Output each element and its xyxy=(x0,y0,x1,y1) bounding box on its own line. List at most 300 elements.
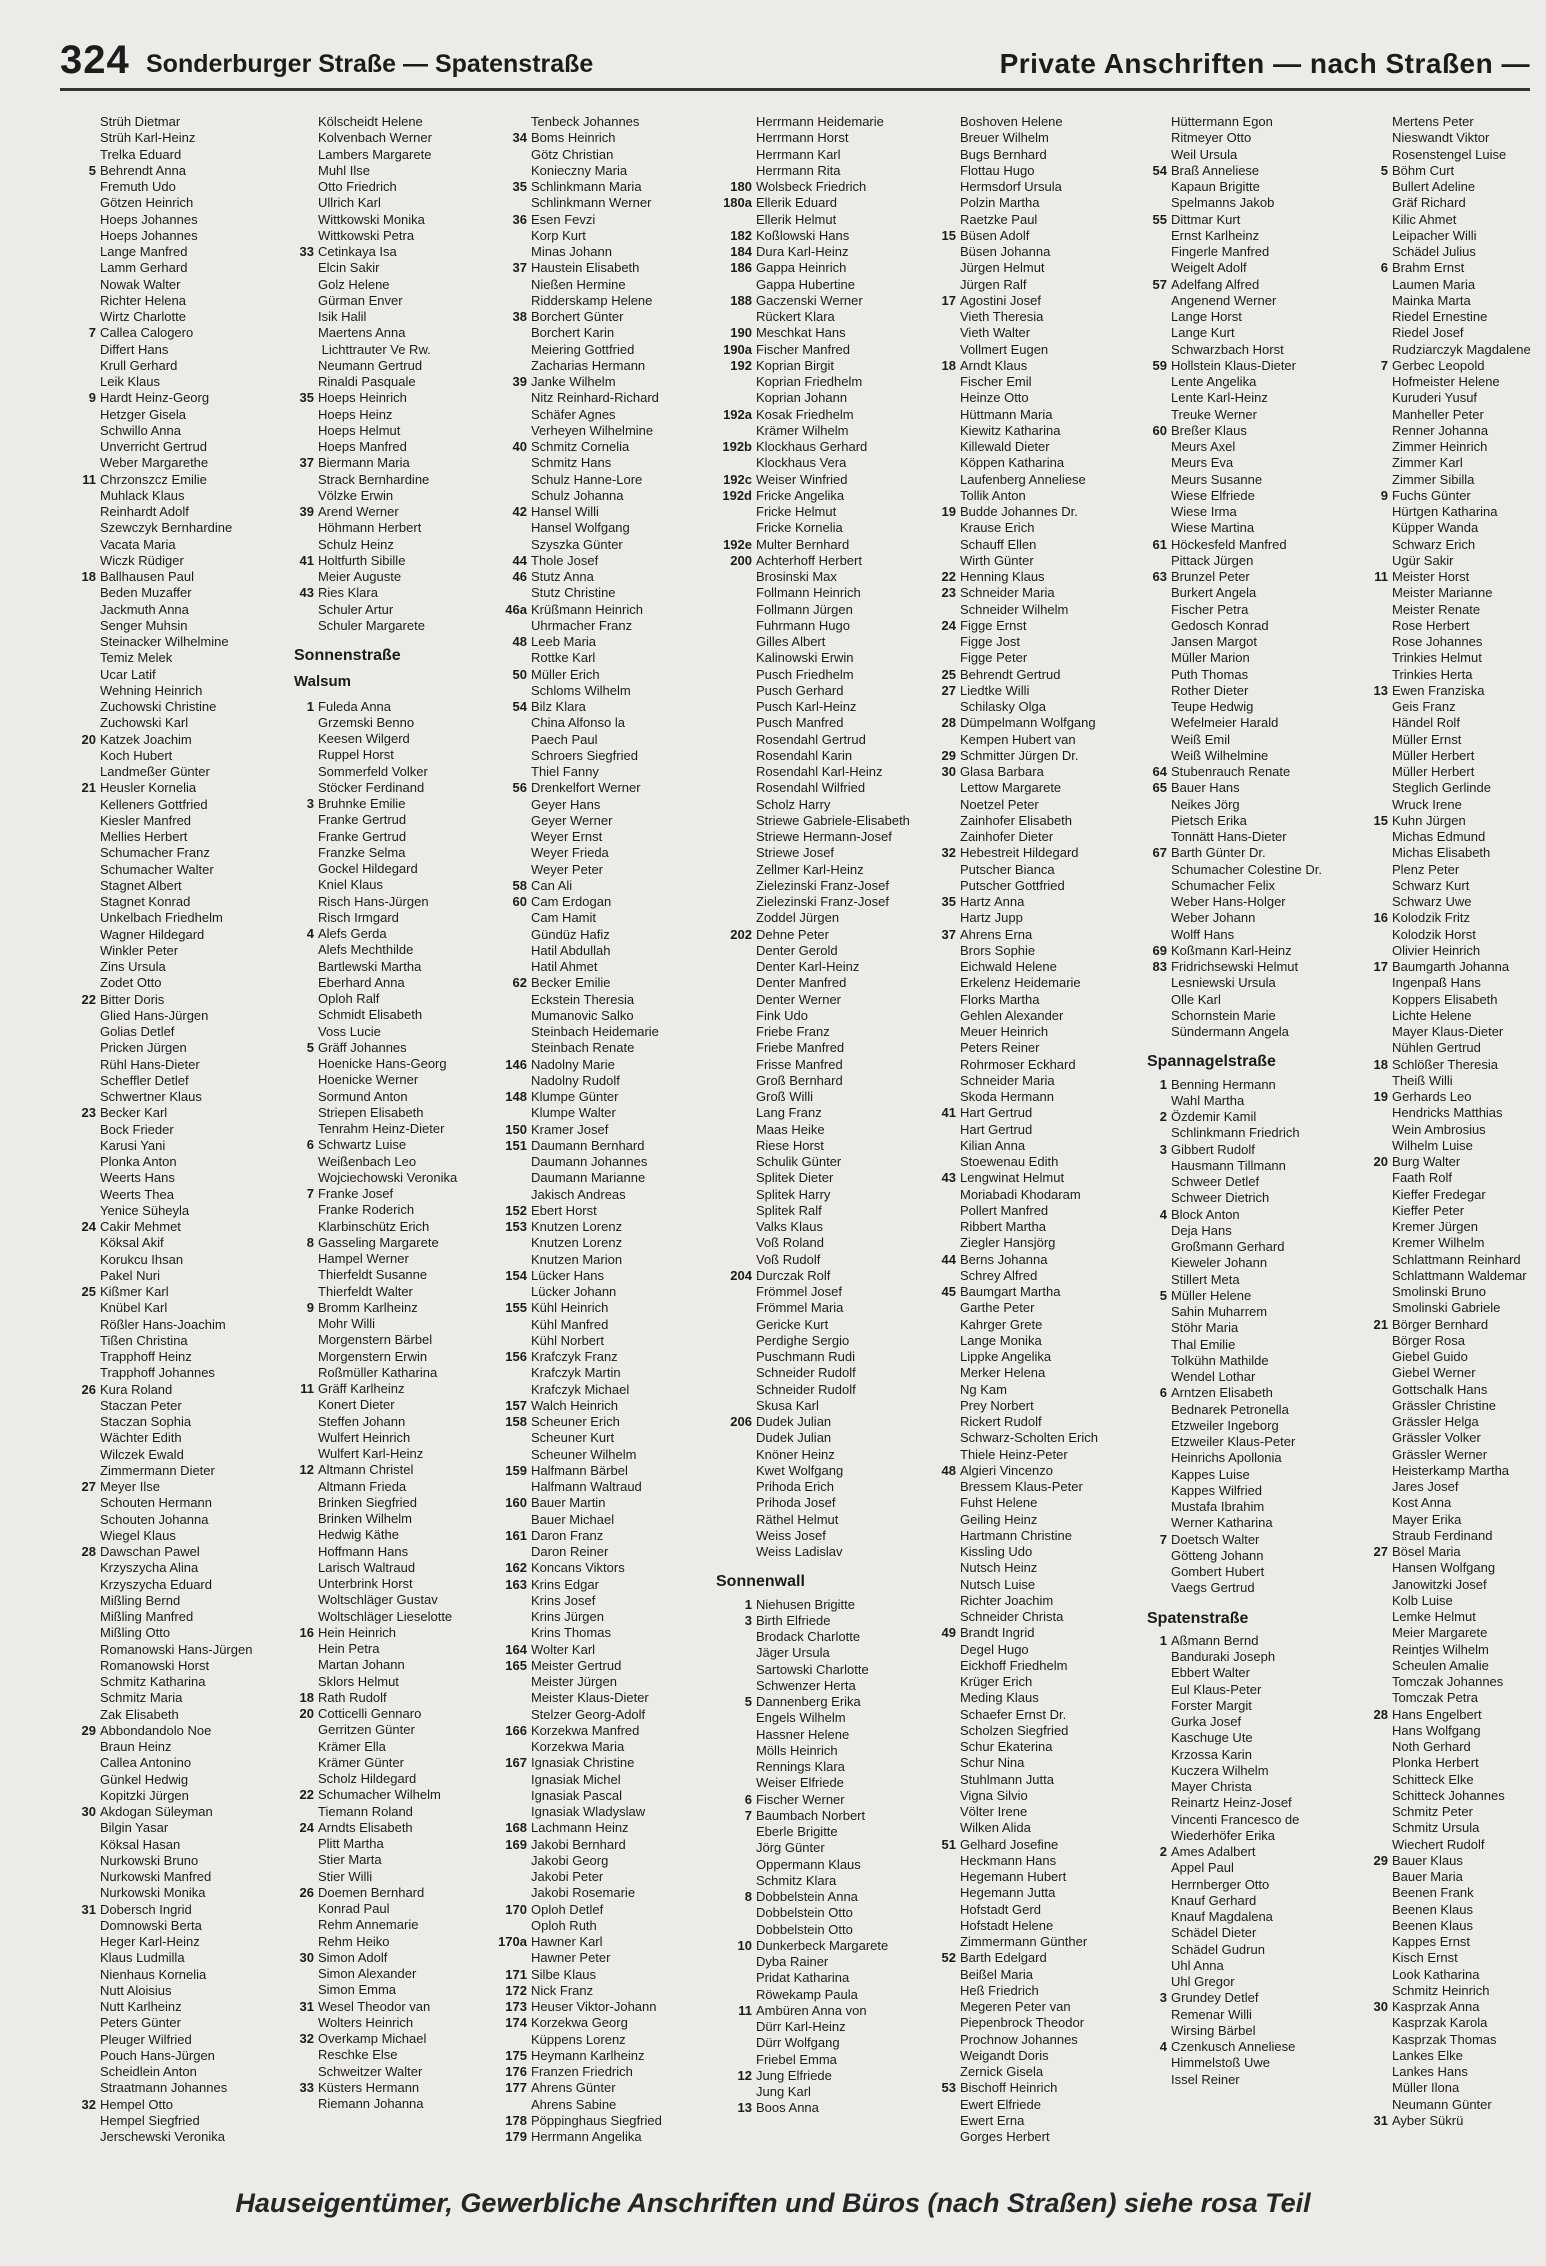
resident-name: Agostini Josef xyxy=(960,292,1041,308)
house-number: 154 xyxy=(505,1267,527,1283)
directory-entry xyxy=(76,1122,288,1138)
directory-entry xyxy=(491,1983,703,1999)
directory-entry xyxy=(294,553,506,569)
directory-entry xyxy=(294,1885,506,1901)
resident-name: Hartz Anna xyxy=(960,894,1025,909)
directory-entry xyxy=(76,1609,288,1625)
resident-name: Özdemir Kamil xyxy=(1171,1109,1257,1124)
resident-name: Michas Edmund xyxy=(1392,829,1486,844)
resident-name: Hüttmann Maria xyxy=(960,406,1053,422)
directory-entry xyxy=(936,212,1148,228)
directory-entry xyxy=(936,1674,1148,1690)
directory-entry xyxy=(294,1121,506,1137)
resident-name: Korzekwa Manfred xyxy=(531,1722,640,1738)
resident-name: Gürman Enver xyxy=(318,292,403,308)
resident-name: Strüh Karl-Heinz xyxy=(100,130,196,146)
resident-name: Schulz Johanna xyxy=(531,487,624,503)
resident-name: Himmelstoß Uwe xyxy=(1171,2055,1270,2071)
directory-entry xyxy=(936,683,1148,699)
resident-name: Krafczyk Martin xyxy=(531,1365,621,1381)
resident-name: Fink Udo xyxy=(756,1007,809,1023)
directory-entry xyxy=(294,212,506,228)
directory-entry xyxy=(294,1852,506,1868)
house-number: 13 xyxy=(737,2100,752,2116)
house-number: 1 xyxy=(1159,1632,1167,1648)
directory-entry xyxy=(1368,277,1546,293)
directory-entry xyxy=(1368,1967,1546,1983)
directory-entry xyxy=(1147,455,1359,471)
resident-name: Cam Hamit xyxy=(531,910,597,926)
directory-entry xyxy=(76,342,288,358)
directory-entry xyxy=(76,2097,288,2113)
resident-name: Lichttrauter Ve Rw. xyxy=(318,341,431,357)
resident-name: Hoenicke Werner xyxy=(318,1072,419,1088)
resident-name: Vincenti Francesco de xyxy=(1171,1811,1300,1827)
directory-entry xyxy=(936,1772,1148,1788)
directory-entry xyxy=(1368,504,1546,520)
directory-entry xyxy=(1147,472,1359,488)
resident-name: Unkelbach Friedhelm xyxy=(100,910,223,926)
resident-name: Braun Heinz xyxy=(100,1739,172,1754)
house-number: 24 xyxy=(299,1819,314,1835)
directory-entry xyxy=(1147,894,1359,910)
resident-name: Schneider Maria xyxy=(960,1072,1055,1088)
resident-name: Heinrichs Apollonia xyxy=(1171,1450,1282,1466)
directory-entry xyxy=(1368,1138,1546,1154)
resident-name: Groß Bernhard xyxy=(756,1072,843,1088)
resident-name: Cam Erdogan xyxy=(531,894,612,909)
resident-name: Schouten Johanna xyxy=(100,1511,209,1527)
house-number: 8 xyxy=(744,1889,752,1904)
resident-name: Müller Erich xyxy=(531,666,600,682)
directory-entry xyxy=(1147,797,1359,813)
resident-name: Hawner Peter xyxy=(531,1950,611,1966)
directory-entry xyxy=(76,1707,288,1723)
directory-entry xyxy=(1368,1268,1546,1284)
resident-name: Riedel Ernestine xyxy=(1392,309,1488,324)
directory-entry xyxy=(1368,1333,1546,1349)
directory-entry xyxy=(1368,1495,1546,1511)
directory-entry xyxy=(294,569,506,585)
resident-name: Rehm Heiko xyxy=(318,1933,390,1949)
house-number: 166 xyxy=(505,1722,527,1738)
directory-entry xyxy=(1147,1024,1359,1040)
house-number: 23 xyxy=(81,1105,96,1121)
resident-name: Nadolny Marie xyxy=(531,1056,615,1072)
directory-entry xyxy=(76,634,288,650)
resident-name: Fuchs Günter xyxy=(1392,487,1471,503)
resident-name: Schmitz Cornelia xyxy=(531,439,630,454)
directory-entry xyxy=(936,1788,1148,1804)
resident-name: Krull Gerhard xyxy=(100,357,178,373)
resident-name: Rennings Klara xyxy=(756,1759,845,1774)
house-number: 52 xyxy=(941,1950,956,1966)
house-number: 27 xyxy=(941,682,956,698)
resident-name: Bressem Klaus-Peter xyxy=(960,1479,1083,1494)
directory-entry xyxy=(294,195,506,211)
directory-entry xyxy=(76,472,288,488)
resident-name: Szyszka Günter xyxy=(531,536,623,552)
directory-entry xyxy=(716,1710,928,1726)
directory-entry xyxy=(716,1954,928,1970)
directory-entry xyxy=(1368,927,1546,943)
directory-entry xyxy=(1368,1105,1546,1121)
house-number: 39 xyxy=(299,504,314,519)
directory-entry xyxy=(491,1235,703,1251)
resident-name: Daron Franz xyxy=(531,1527,604,1543)
directory-entry xyxy=(1147,2023,1359,2039)
directory-entry xyxy=(76,910,288,926)
resident-name: Mayer Klaus-Dieter xyxy=(1392,1024,1504,1039)
resident-name: Krzossa Karin xyxy=(1171,1746,1252,1762)
directory-entry xyxy=(1368,1479,1546,1495)
directory-entry xyxy=(491,1268,703,1284)
directory-entry xyxy=(294,2080,506,2096)
directory-entry xyxy=(716,2035,928,2051)
directory-entry xyxy=(491,504,703,520)
resident-name: Ucar Latif xyxy=(100,666,156,682)
house-number: 152 xyxy=(505,1202,527,1218)
directory-entry xyxy=(1147,553,1359,569)
directory-entry xyxy=(491,2048,703,2064)
directory-entry xyxy=(1368,195,1546,211)
resident-name: Borchert Günter xyxy=(531,309,624,324)
directory-entry xyxy=(936,1983,1148,1999)
resident-name: Büsen Adolf xyxy=(960,227,1030,243)
resident-name: Nick Franz xyxy=(531,1982,594,1998)
directory-entry xyxy=(76,959,288,975)
resident-name: Plonka Anton xyxy=(100,1154,177,1169)
directory-entry xyxy=(294,1381,506,1397)
resident-name: Hoeps Johannes xyxy=(100,227,198,243)
resident-name: Kieffer Fredegar xyxy=(1392,1186,1486,1202)
directory-entry xyxy=(716,1743,928,1759)
resident-name: Ignasiak Pascal xyxy=(531,1787,623,1803)
resident-name: Risch Irmgard xyxy=(318,909,399,925)
directory-entry xyxy=(76,878,288,894)
directory-entry xyxy=(491,1755,703,1771)
resident-name: Schuler Margarete xyxy=(318,617,425,633)
house-number: 148 xyxy=(505,1089,527,1104)
resident-name: Tolkühn Mathilde xyxy=(1171,1352,1269,1368)
resident-name: Valks Klaus xyxy=(756,1219,823,1234)
directory-entry xyxy=(1368,634,1546,650)
resident-name: Lange Manfred xyxy=(100,244,188,259)
resident-name: Rosenstengel Luise xyxy=(1392,146,1507,162)
directory-entry xyxy=(76,228,288,244)
resident-name: Kopitzki Jürgen xyxy=(100,1787,189,1803)
directory-entry xyxy=(491,1414,703,1430)
resident-name: Schumacher Franz xyxy=(100,845,210,861)
directory-entry xyxy=(294,309,506,325)
resident-name: Böhm Curt xyxy=(1392,162,1455,178)
resident-name: Walch Heinrich xyxy=(531,1397,618,1413)
house-number: 200 xyxy=(730,552,752,568)
resident-name: Lachmann Heinz xyxy=(531,1820,629,1836)
resident-name: Frisse Manfred xyxy=(756,1056,843,1072)
house-number: 32 xyxy=(299,2031,314,2046)
directory-entry xyxy=(1147,1255,1359,1271)
directory-entry xyxy=(1368,455,1546,471)
house-number: 7 xyxy=(1380,357,1388,373)
resident-name: Schlattmann Reinhard xyxy=(1392,1251,1521,1267)
footer-note: Hauseigentümer, Gewerbliche Anschriften und Büros (nach Straßen) siehe rosa Teil xyxy=(235,2188,1311,2218)
resident-name: Wirth Günter xyxy=(960,552,1034,568)
resident-name: Jürgen Helmut xyxy=(960,260,1045,276)
resident-name: Kwet Wolfgang xyxy=(756,1462,844,1478)
resident-name: Gappa Heinrich xyxy=(756,260,847,276)
directory-entry xyxy=(716,1479,928,1495)
resident-name: Nutsch Luise xyxy=(960,1576,1036,1592)
directory-entry xyxy=(76,927,288,943)
directory-entry xyxy=(491,1382,703,1398)
house-number: 1 xyxy=(306,698,314,714)
resident-name: Köksal Hasan xyxy=(100,1836,181,1852)
resident-name: Schwarz Erich xyxy=(1392,536,1476,552)
house-number: 30 xyxy=(941,764,956,779)
house-number: 163 xyxy=(505,1576,527,1592)
directory-entry xyxy=(936,1349,1148,1365)
house-number: 146 xyxy=(505,1056,527,1072)
resident-name: Czenkusch Anneliese xyxy=(1171,2039,1296,2054)
resident-name: Multer Bernhard xyxy=(756,536,850,552)
resident-name: Katzek Joachim xyxy=(100,731,192,747)
resident-name: Plitt Martha xyxy=(318,1836,384,1851)
resident-name: Klarbinschütz Erich xyxy=(318,1218,430,1234)
directory-entry xyxy=(1147,1353,1359,1369)
directory-entry xyxy=(294,1446,506,1462)
directory-entry xyxy=(76,764,288,780)
directory-entry xyxy=(936,1122,1148,1138)
directory-entry xyxy=(76,1788,288,1804)
resident-name: Lichte Helene xyxy=(1392,1007,1472,1023)
house-number: 5 xyxy=(1380,162,1388,178)
directory-entry xyxy=(1368,2097,1546,2113)
resident-name: Schneider Rudolf xyxy=(756,1381,856,1397)
house-number: 180a xyxy=(723,195,752,211)
directory-entry xyxy=(936,228,1148,244)
directory-entry xyxy=(76,1187,288,1203)
resident-name: Senger Muhsin xyxy=(100,617,188,633)
directory-entry xyxy=(716,504,928,520)
resident-name: Pusch Manfred xyxy=(756,715,844,731)
directory-entry xyxy=(1368,179,1546,195)
directory-entry xyxy=(76,1983,288,1999)
directory-entry xyxy=(936,764,1148,780)
resident-name: Kappes Wilfried xyxy=(1171,1482,1263,1498)
directory-entry xyxy=(76,1170,288,1186)
resident-name: Jakisch Andreas xyxy=(531,1186,626,1202)
resident-name: Jakobi Georg xyxy=(531,1852,609,1868)
directory-entry xyxy=(76,1073,288,1089)
directory-entry xyxy=(1368,1544,1546,1560)
directory-entry xyxy=(1368,813,1546,829)
directory-entry xyxy=(716,1430,928,1446)
resident-name: Morgenstern Bärbel xyxy=(318,1332,433,1348)
resident-name: Paech Paul xyxy=(531,731,598,747)
directory-entry xyxy=(1147,845,1359,861)
directory-entry xyxy=(491,423,703,439)
directory-entry xyxy=(716,650,928,666)
house-number: 202 xyxy=(730,926,752,942)
directory-entry xyxy=(936,1382,1148,1398)
resident-name: Issel Reiner xyxy=(1171,2071,1240,2087)
resident-name: Cotticelli Gennaro xyxy=(318,1706,422,1721)
directory-entry xyxy=(491,1707,703,1723)
directory-entry xyxy=(76,1690,288,1706)
resident-name: Schmitz Heinrich xyxy=(1392,1982,1490,1998)
directory-entry xyxy=(936,1333,1148,1349)
resident-name: Eberhard Anna xyxy=(318,974,405,990)
resident-name: Hatil Abdullah xyxy=(531,942,611,958)
house-number: 176 xyxy=(505,2064,527,2079)
directory-entry xyxy=(716,732,928,748)
resident-name: Woltschläger Lieselotte xyxy=(318,1608,453,1624)
directory-entry xyxy=(1368,2080,1546,2096)
resident-name: Rother Dieter xyxy=(1171,682,1249,698)
resident-name: Splitek Dieter xyxy=(756,1170,834,1186)
resident-name: Bromm Karlheinz xyxy=(318,1299,418,1315)
resident-name: Heckmann Hans xyxy=(960,1852,1057,1868)
directory-entry xyxy=(491,455,703,471)
house-number: 32 xyxy=(81,2096,96,2112)
directory-entry xyxy=(76,1528,288,1544)
directory-entry xyxy=(491,732,703,748)
directory-entry xyxy=(76,1755,288,1771)
resident-name: Silbe Klaus xyxy=(531,1966,597,1982)
resident-name: Köksal Akif xyxy=(100,1235,164,1251)
directory-entry xyxy=(1147,179,1359,195)
directory-entry xyxy=(716,2100,928,2116)
directory-entry xyxy=(716,1597,928,1613)
directory-entry xyxy=(76,1235,288,1251)
directory-entry xyxy=(294,472,506,488)
resident-name: Herrmann Heidemarie xyxy=(756,114,884,129)
directory-entry xyxy=(716,1203,928,1219)
directory-entry xyxy=(716,1613,928,1629)
house-number: 204 xyxy=(730,1267,752,1283)
resident-name: Hansen Wolfgang xyxy=(1392,1560,1496,1576)
house-number: 67 xyxy=(1152,845,1167,861)
resident-name: Deja Hans xyxy=(1171,1222,1232,1238)
resident-name: Müller Ilona xyxy=(1392,2080,1460,2096)
resident-name: Baumgarth Johanna xyxy=(1392,959,1510,974)
directory-entry xyxy=(936,342,1148,358)
house-number: 170a xyxy=(498,1934,527,1949)
resident-name: Hoeps Helmut xyxy=(318,422,401,438)
directory-entry xyxy=(1147,585,1359,601)
house-number: 192b xyxy=(722,439,752,454)
resident-name: Vieth Walter xyxy=(960,325,1031,341)
house-number: 160 xyxy=(505,1495,527,1511)
house-number: 153 xyxy=(505,1219,527,1234)
directory-entry xyxy=(1147,1272,1359,1288)
resident-name: Hausmann Tillmann xyxy=(1171,1157,1286,1173)
directory-entry xyxy=(1368,1430,1546,1446)
resident-name: Fricke Angelika xyxy=(756,487,845,503)
house-number: 3 xyxy=(744,1612,752,1628)
resident-name: Scheuner Kurt xyxy=(531,1430,615,1446)
house-number: 12 xyxy=(299,1462,314,1478)
resident-name: Tißen Christina xyxy=(100,1332,188,1348)
directory-entry xyxy=(491,1950,703,1966)
directory-entry xyxy=(1147,114,1359,130)
resident-name: Schulz Heinz xyxy=(318,536,394,552)
directory-entry xyxy=(1147,1093,1359,1109)
directory-entry xyxy=(491,699,703,715)
resident-name: Prihoda Erich xyxy=(756,1479,835,1494)
resident-name: Ignasiak Michel xyxy=(531,1771,621,1787)
directory-entry xyxy=(491,179,703,195)
resident-name: Baumgart Martha xyxy=(960,1284,1061,1299)
directory-entry xyxy=(294,1674,506,1690)
resident-name: Scheidlein Anton xyxy=(100,2064,197,2079)
directory-entry xyxy=(76,1723,288,1739)
resident-name: Krafczyk Michael xyxy=(531,1381,630,1397)
header-divider xyxy=(60,88,1530,91)
directory-entry xyxy=(76,862,288,878)
directory-entry xyxy=(716,342,928,358)
house-number: 45 xyxy=(941,1284,956,1299)
directory-entry xyxy=(491,569,703,585)
directory-entry xyxy=(936,553,1148,569)
directory-entry xyxy=(716,992,928,1008)
resident-name: Barth Edelgard xyxy=(960,1950,1047,1966)
house-number: 9 xyxy=(88,390,96,406)
directory-column xyxy=(294,114,506,2112)
directory-entry xyxy=(294,147,506,163)
directory-entry xyxy=(1147,1580,1359,1596)
directory-entry xyxy=(1368,358,1546,374)
resident-name: Pleuger Wilfried xyxy=(100,2031,192,2047)
resident-name: Doemen Bernhard xyxy=(318,1884,425,1900)
resident-name: Lemke Helmut xyxy=(1392,1609,1476,1624)
directory-entry xyxy=(1368,862,1546,878)
directory-entry xyxy=(936,1187,1148,1203)
house-number: 28 xyxy=(1373,1706,1388,1722)
resident-name: Lengwinat Helmut xyxy=(960,1170,1065,1186)
resident-name: Neikes Jörg xyxy=(1171,796,1240,812)
directory-entry xyxy=(936,179,1148,195)
resident-name: Ridderskamp Helene xyxy=(531,292,653,308)
resident-name: Herrnberger Otto xyxy=(1171,1876,1270,1892)
directory-entry xyxy=(1147,715,1359,731)
resident-name: Olle Karl xyxy=(1171,991,1221,1007)
resident-name: Dura Karl-Heinz xyxy=(756,244,849,259)
resident-name: Puth Thomas xyxy=(1171,666,1249,682)
directory-entry xyxy=(1147,1763,1359,1779)
directory-entry xyxy=(491,212,703,228)
resident-name: Geyer Hans xyxy=(531,796,601,812)
house-number: 30 xyxy=(81,1804,96,1819)
directory-entry xyxy=(1147,212,1359,228)
header-section-title: Private Anschriften — nach Straßen — xyxy=(999,48,1530,79)
resident-name: Krins Edgar xyxy=(531,1576,599,1592)
resident-name: Pridat Katharina xyxy=(756,1970,850,1986)
resident-name: Schitteck Johannes xyxy=(1392,1787,1505,1803)
resident-name: Müller Herbert xyxy=(1392,747,1475,763)
directory-entry xyxy=(1368,1284,1546,1300)
resident-name: Daumann Bernhard xyxy=(531,1137,645,1153)
resident-name: Fischer Emil xyxy=(960,374,1032,389)
directory-entry xyxy=(76,894,288,910)
directory-entry xyxy=(76,1089,288,1105)
resident-name: Mayer Erika xyxy=(1392,1511,1462,1527)
house-number: 20 xyxy=(81,731,96,747)
house-number: 7 xyxy=(306,1186,314,1201)
directory-entry xyxy=(716,1645,928,1661)
directory-entry xyxy=(1147,293,1359,309)
